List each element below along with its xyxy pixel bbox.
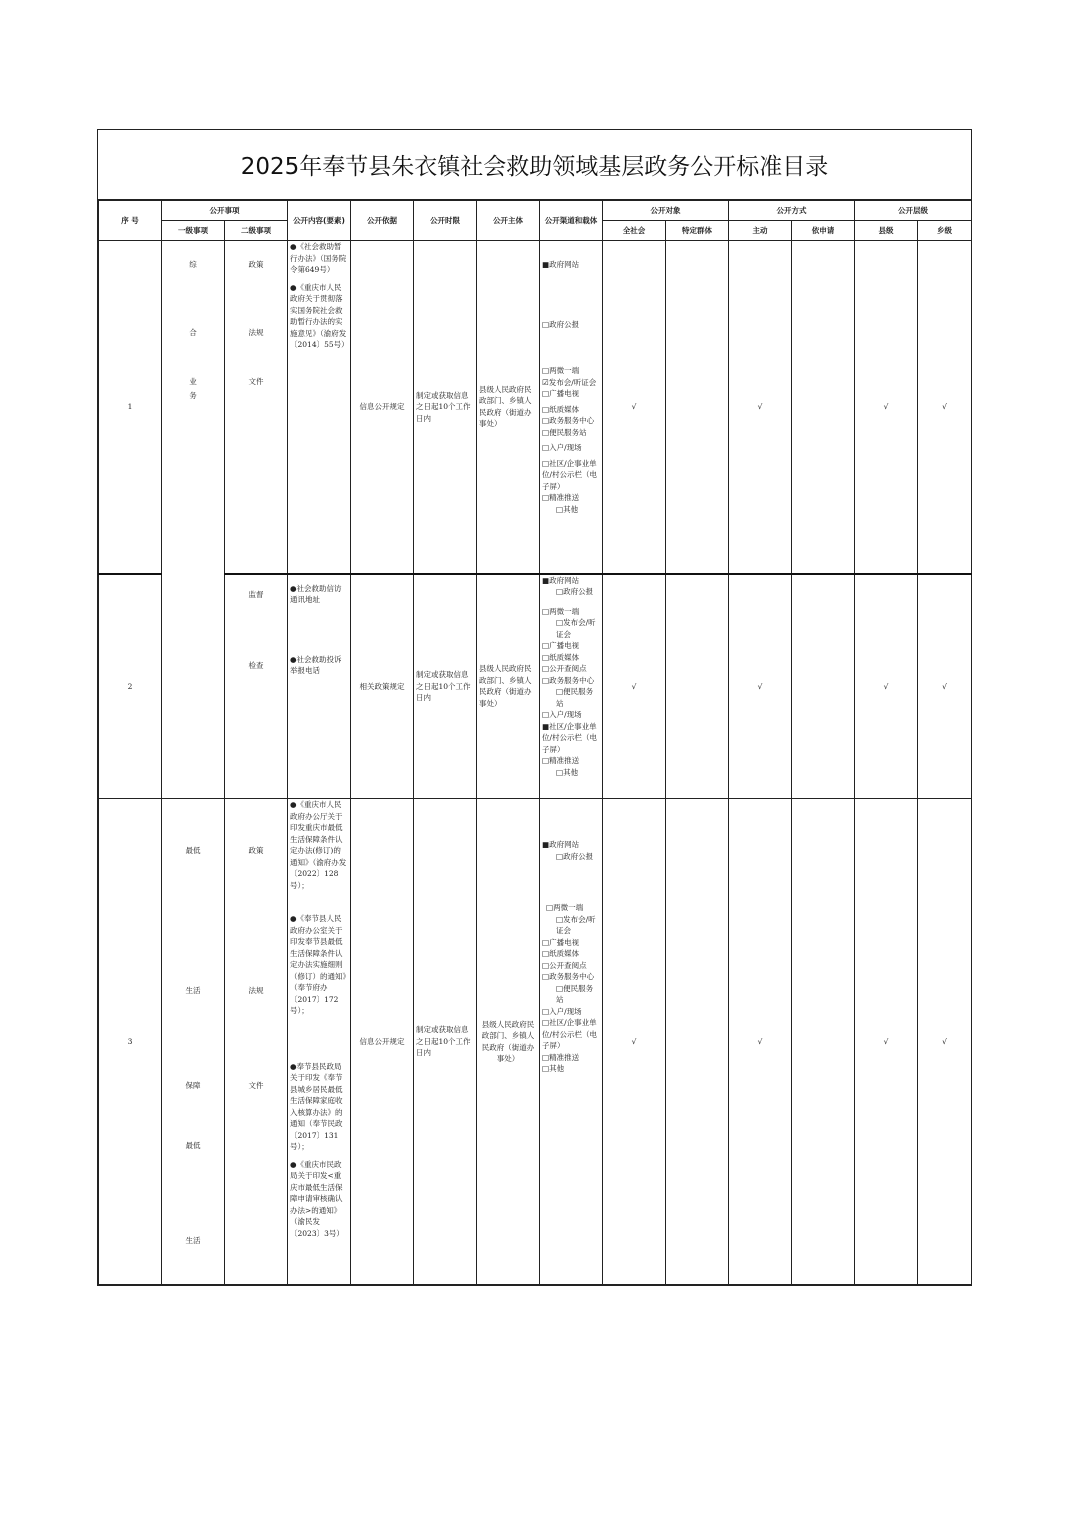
- row-specific: [666, 241, 729, 574]
- header-basis: 公开依据: [351, 201, 414, 241]
- header-target: 公开对象: [603, 201, 729, 221]
- header-channel: 公开渠道和载体: [540, 201, 603, 241]
- row-basis: 信息公开规定: [351, 799, 414, 1285]
- row-apply: [792, 241, 855, 574]
- header-all: 全社会: [603, 221, 666, 241]
- header-level: 公开层级: [855, 201, 972, 221]
- row-seq: 2: [99, 574, 162, 799]
- header-time: 公开时限: [414, 201, 477, 241]
- row-apply: [792, 799, 855, 1285]
- row-level2: 政策 法规 文件: [225, 799, 288, 1285]
- row-time: 制定或获取信息之日起10个工作日内: [414, 241, 477, 574]
- catalog-sheet: [97, 129, 972, 1286]
- row-seq: 1: [99, 241, 162, 574]
- catalog-table: [98, 200, 972, 1285]
- row-active: √: [729, 241, 792, 574]
- header-items: 公开事项: [162, 201, 288, 221]
- row-active: √: [729, 799, 792, 1285]
- header-level2: 二级事项: [225, 221, 288, 241]
- row-specific: [666, 799, 729, 1285]
- row-content: ●社会救助信访通讯地址 ●社会救助投诉举报电话: [288, 574, 351, 799]
- row-county: √: [855, 799, 918, 1285]
- table-row: [99, 574, 972, 799]
- header-active: 主动: [729, 221, 792, 241]
- header-subject: 公开主体: [477, 201, 540, 241]
- row-channels: ■政府网站 □政府公报 □两微一端 □发布会/听证会 □广播电视 □纸质媒体 □公开查阅点 □政务服务中心 □便民服务站 □入户/现场 □社区/企事业单位/村公示栏（电子屏） □精准推送 □其他: [540, 799, 603, 1285]
- row-time: 制定或获取信息之日起10个工作日内: [414, 799, 477, 1285]
- row-level1: 最低 生活 保障 最低 生活: [162, 799, 225, 1285]
- row-subject: 县级人民政府民政部门、乡镇人民政府（街道办事处）: [477, 799, 540, 1285]
- row-channels: ■政府网站 □政府公报 □两微一端 □发布会/听证会 □广播电视 □纸质媒体 □公开查阅点 □政务服务中心 □便民服务站 □入户/现场 ■社区/企事业单位/村公示栏（电子屏） □精准推送 □其他: [540, 574, 603, 799]
- row-all: √: [603, 574, 666, 799]
- row-basis: 信息公开规定: [351, 241, 414, 574]
- header-county: 县级: [855, 221, 918, 241]
- header-apply: 依申请: [792, 221, 855, 241]
- row-town: √: [918, 574, 972, 799]
- header-town: 乡级: [918, 221, 972, 241]
- row-time: 制定或获取信息之日起10个工作日内: [414, 574, 477, 799]
- row-all: √: [603, 241, 666, 574]
- row-county: √: [855, 574, 918, 799]
- page-title: 2025年奉节县朱衣镇社会救助领域基层政务公开标准目录: [98, 130, 971, 200]
- row-town: √: [918, 799, 972, 1285]
- row-subject: 县级人民政府民政部门、乡镇人民政府（街道办事处）: [477, 574, 540, 799]
- table-row: [99, 241, 972, 574]
- row-level2: 政策 法规 文件: [225, 241, 288, 574]
- row-basis: 相关政策规定: [351, 574, 414, 799]
- table-row: [99, 799, 972, 1285]
- row-all: √: [603, 799, 666, 1285]
- header-level1: 一级事项: [162, 221, 225, 241]
- row-level2: 监督 检查: [225, 574, 288, 799]
- header-specific: 特定群体: [666, 221, 729, 241]
- row-content: ●《重庆市人民政府办公厅关于印发重庆市最低生活保障条件认定办法(修订)的通知》（渝府办发〔2022〕128号）； ●《奉节县人民政府办公室关于印发奉节县最低生活保障条件认定办法实施细则（修订）的通知》（奉节府办〔2017〕172号）； ●奉节县民政局关于印发《奉节县城乡居民最低生活保障家庭收入核算办法》的通知（奉节民政〔2017〕131号）； ●《重庆市民政局关于印发<重庆市最低生活保障申请审核确认办法>的通知》（渝民发〔2023〕3号）: [288, 799, 351, 1285]
- header-seq: 序 号: [99, 201, 162, 241]
- row-seq: 3: [99, 799, 162, 1285]
- header-method: 公开方式: [729, 201, 855, 221]
- row-town: √: [918, 241, 972, 574]
- row-subject: 县级人民政府民政部门、乡镇人民政府（街道办事处）: [477, 241, 540, 574]
- header-content: 公开内容(要素): [288, 201, 351, 241]
- row-content: ●《社会救助暂行办法》（国务院令第649号） ●《重庆市人民政府关于贯彻落实国务院社会救助暂行办法的实施意见》（渝府发〔2014〕55号）: [288, 241, 351, 574]
- row-level1: 综 合 业 务: [162, 241, 225, 799]
- row-active: √: [729, 574, 792, 799]
- row-county: √: [855, 241, 918, 574]
- row-specific: [666, 574, 729, 799]
- row-apply: [792, 574, 855, 799]
- row-channels: ■政府网站 □政府公报 □两微一端 ☑发布会/听证会 □广播电视 □纸质媒体 □政务服务中心 □便民服务站 □入户/现场 □社区/企事业单位/村公示栏（电子屏） □精准推送 □其他: [540, 241, 603, 574]
